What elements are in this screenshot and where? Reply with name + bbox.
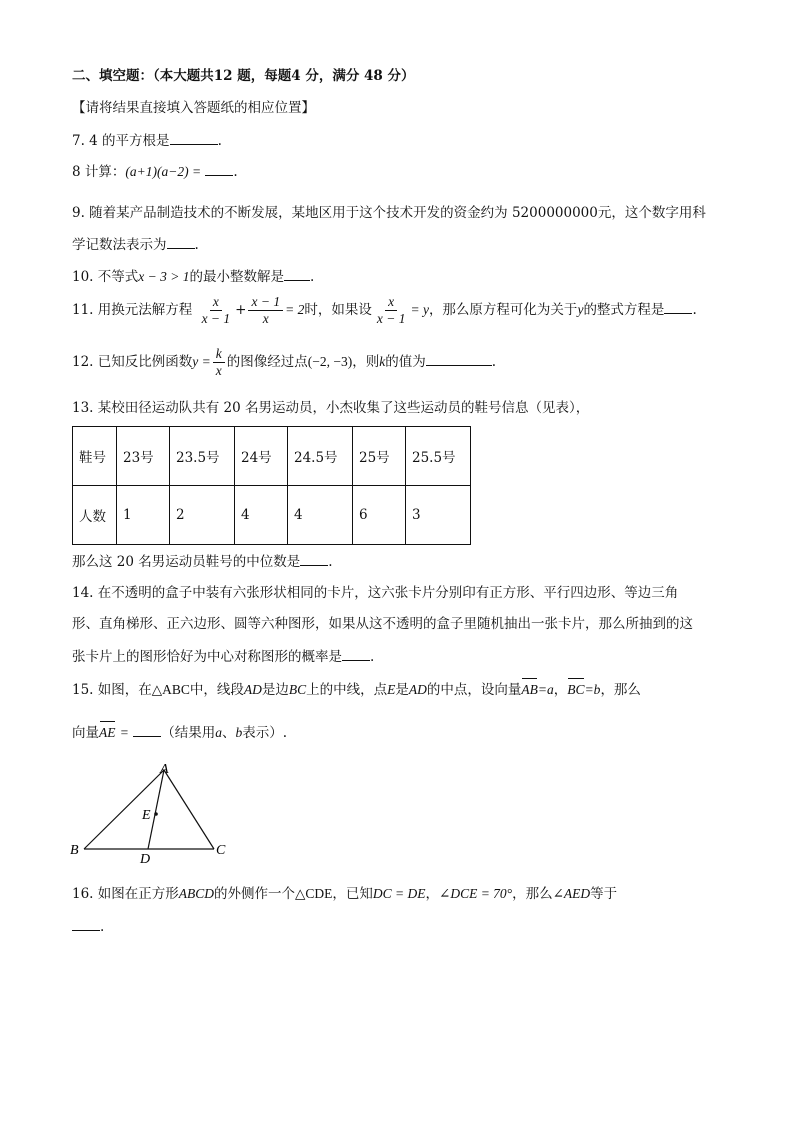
q16-answer-blank[interactable] <box>72 916 100 931</box>
table-cell: 25号 <box>353 427 406 486</box>
vector-ab: AB <box>521 680 538 700</box>
question-15-line2: 向量AE = （结果用a、b表示）. <box>72 722 287 743</box>
q11-answer-blank[interactable] <box>664 299 692 314</box>
table-cell: 4 <box>288 486 353 545</box>
table-cell: 3 <box>406 486 471 545</box>
q11-fraction-3: $\frac{x}{x - 1}$ <box>376 294 406 326</box>
q9-answer-blank[interactable] <box>167 234 195 249</box>
question-9-line1: 9. 随着某产品制造技术的不断发展，某地区用于这个技术开发的资金约为 5200000000元，这个数字用科 <box>72 205 706 221</box>
question-12: 12. 已知反比例函数y = $\frac{k}{x}$ 的图像经过点(−2, −3)，则k的值为 . <box>72 346 497 378</box>
table-cell: 25.5号 <box>406 427 471 486</box>
q10-inequality: x − 3 > 1 <box>138 269 190 284</box>
question-14-line2: 形、直角梯形、正六边形、圆等六种图形，如果从这不透明的盒子里随机抽出一张卡片，那么所抽到的这 <box>72 616 693 632</box>
question-13-intro: 13. 某校田径运动队共有 20 名男运动员，小杰收集了这些运动员的鞋号信息（见表）， <box>72 400 590 416</box>
question-15-line1: 15. 如图，在△ABC中，线段AD是边BC上的中线，点E是AD的中点，设向量AB=a，BC=b，那么 <box>72 682 641 698</box>
table-cell: 23.5号 <box>170 427 235 486</box>
q15-answer-blank[interactable] <box>133 722 161 737</box>
label-b: B <box>70 843 79 858</box>
q10-answer-blank[interactable] <box>284 266 310 281</box>
label-e: E <box>142 808 151 823</box>
q7-answer-blank[interactable] <box>170 130 218 145</box>
question-16-line1: 16. 如图在正方形ABCD的外侧作一个△CDE，已知DC = DE，∠DCE = 70°，那么∠AED等于 <box>72 886 618 902</box>
q13-answer-blank[interactable] <box>300 551 328 566</box>
question-14-line1: 14. 在不透明的盒子中装有六张形状相同的卡片，这六张卡片分别印有正方形、平行四边形、等边三角 <box>72 585 679 601</box>
q8-answer-blank[interactable] <box>205 161 233 176</box>
table-row <box>73 486 471 545</box>
section-instruction: 【请将结果直接填入答题纸的相应位置】 <box>72 100 315 116</box>
side-ab <box>84 770 164 849</box>
question-11: 11. 用换元法解方程 $\frac{x}{x - 1}$ + $\frac{x - 1}{x}$ = 2时，如果设 $\frac{x}{x - 1}$ = y，那么原方程可化为关于y的整式方程是 . <box>72 294 697 326</box>
table-row <box>73 427 471 486</box>
question-9-line2: 学记数法表示为 . <box>72 234 199 255</box>
question-7: 7. 4 的平方根是 . <box>72 130 222 151</box>
table-cell: 23号 <box>117 427 170 486</box>
question-8: 8 计算：(a+1)(a−2) = . <box>72 161 238 182</box>
section-title: 二、填空题：（本大题共12 题，每题4 分，满分 48 分） <box>72 68 415 84</box>
side-ac <box>164 770 214 849</box>
question-14-line3: 张卡片上的图形恰好为中心对称图形的概率是 . <box>72 646 374 667</box>
q7-text: 7. 4 的平方根是 <box>72 133 170 149</box>
table-cell: 鞋号 <box>73 427 117 486</box>
label-c: C <box>216 843 226 858</box>
table-cell: 6 <box>353 486 406 545</box>
question-13-after: 那么这 20 名男运动员鞋号的中位数是 . <box>72 551 333 572</box>
table-cell: 人数 <box>73 486 117 545</box>
q14-answer-blank[interactable] <box>342 646 370 661</box>
vector-bc: BC <box>567 680 584 700</box>
q11-fraction-2: $\frac{x - 1}{x}$ <box>248 294 283 327</box>
question-10: 10. 不等式x − 3 > 1的最小整数解是 . <box>72 266 314 287</box>
table-cell: 1 <box>117 486 170 545</box>
q11-fraction-1: $\frac{x}{x - 1}$ <box>201 294 231 326</box>
q12-fraction: $\frac{k}{x}$ <box>213 346 225 379</box>
q12-point: (−2, −3) <box>307 354 353 369</box>
label-d: D <box>140 852 151 866</box>
table-cell: 2 <box>170 486 235 545</box>
shoe-size-table <box>72 426 471 545</box>
q8-expression: (a+1)(a−2) = <box>125 164 202 179</box>
table-cell: 24.5号 <box>288 427 353 486</box>
table-cell: 4 <box>235 486 288 545</box>
triangle-figure <box>66 756 236 866</box>
point-e <box>154 812 158 816</box>
table-cell: 24号 <box>235 427 288 486</box>
question-16-line2: . <box>72 916 104 937</box>
vector-ae: AE <box>99 723 116 743</box>
q12-answer-blank[interactable] <box>426 351 492 366</box>
label-a: A <box>160 762 169 777</box>
